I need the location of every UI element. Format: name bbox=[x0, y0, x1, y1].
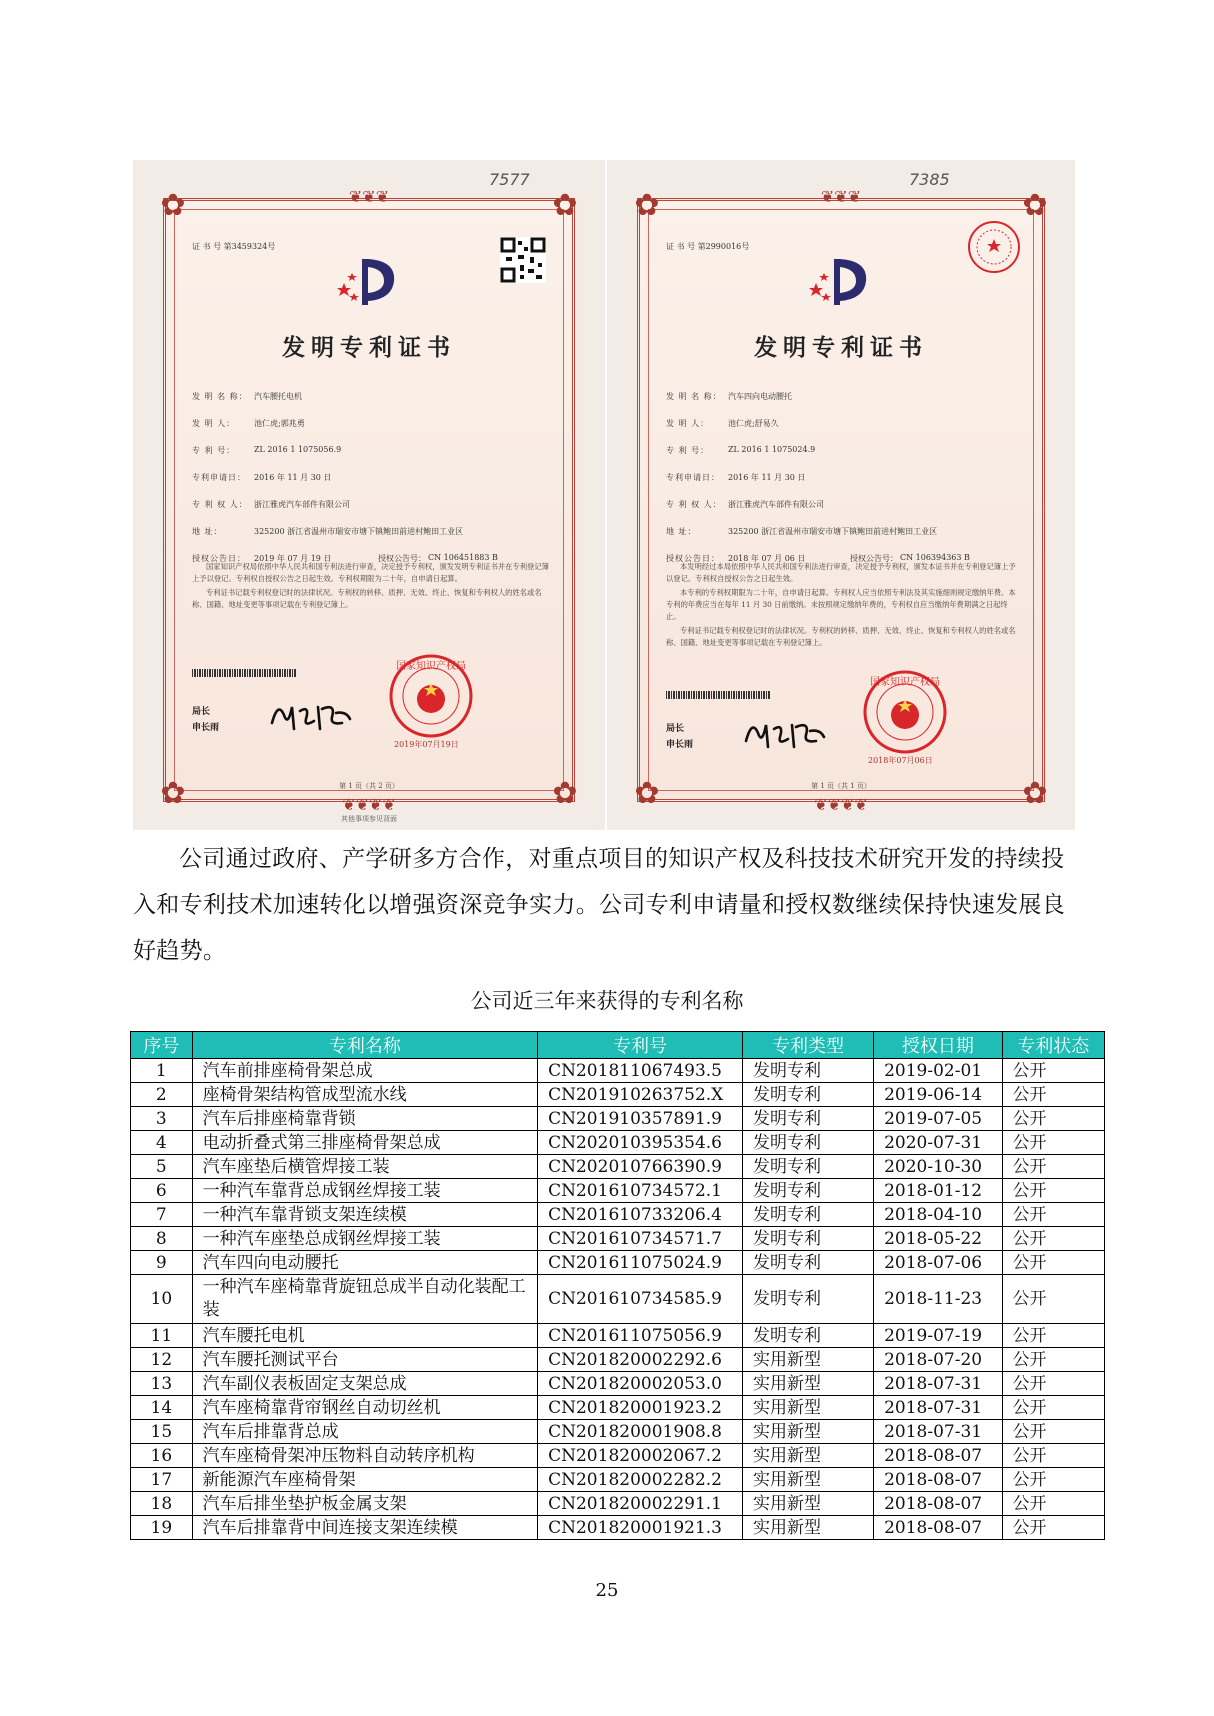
official-seal-icon bbox=[388, 653, 474, 739]
patent-table bbox=[130, 1031, 1105, 1540]
table-row bbox=[131, 1083, 1105, 1107]
handwritten-number: 7577 bbox=[489, 170, 530, 189]
certificate-frame bbox=[634, 187, 1048, 814]
table-cell: 发明专利 bbox=[742, 1179, 873, 1203]
barcode-icon bbox=[666, 691, 770, 699]
table-cell: CN201611075056.9 bbox=[538, 1324, 743, 1348]
table-cell: 发明专利 bbox=[742, 1059, 873, 1083]
certificate-title: 发明专利证书 bbox=[282, 334, 456, 361]
table-cell: 一种汽车靠背锁支架连续模 bbox=[192, 1203, 537, 1227]
red-stamp-icon bbox=[966, 219, 1022, 275]
table-cell: 实用新型 bbox=[742, 1444, 873, 1468]
ornament-icon: ✿ bbox=[1022, 188, 1048, 223]
table-cell: 电动折叠式第三排座椅骨架总成 bbox=[192, 1131, 537, 1155]
col-header: 专利类型 bbox=[742, 1032, 873, 1059]
table-cell: 9 bbox=[131, 1251, 193, 1275]
page-number: 25 bbox=[595, 1580, 619, 1601]
barcode-icon bbox=[192, 669, 296, 677]
table-row bbox=[131, 1396, 1105, 1420]
ornament-icon: ❦❦❦ bbox=[348, 187, 390, 206]
table-row bbox=[131, 1155, 1105, 1179]
table-cell: CN201820002067.2 bbox=[538, 1444, 743, 1468]
table-cell: 1 bbox=[131, 1059, 193, 1083]
table-cell: 18 bbox=[131, 1492, 193, 1516]
table-cell: 2018-04-10 bbox=[874, 1203, 1002, 1227]
table-cell: CN202010766390.9 bbox=[538, 1155, 743, 1179]
table-cell: 2019-07-05 bbox=[874, 1107, 1002, 1131]
table-cell: 2018-07-20 bbox=[874, 1348, 1002, 1372]
table-cell: 6 bbox=[131, 1179, 193, 1203]
certificate-fields: 发 明 名 称： 汽车腰托电机 发 明 人： 池仁虎;郭兆勇 专 利 号： ZL 2016 1 1075056.9 专利申请日： 2016 年 11 月 30 日 专 利 权 人： 浙江雅虎汽车部件有限公司 地 址： 325200 浙江省温州市瑞安市塘下镇鲍田前进村鲍田工业区 授权公告日： 2019 年 07 月 19 日 授权公告号： CN 106451883 B bbox=[192, 392, 498, 563]
table-cell: 发明专利 bbox=[742, 1155, 873, 1179]
table-cell: CN201610733206.4 bbox=[538, 1203, 743, 1227]
table-row bbox=[131, 1227, 1105, 1251]
table-row bbox=[131, 1492, 1105, 1516]
table-cell: CN201910357891.9 bbox=[538, 1107, 743, 1131]
table-cell: CN202010395354.6 bbox=[538, 1131, 743, 1155]
director-block: 局长 申长雨 bbox=[192, 707, 220, 733]
table-cell: 汽车座椅骨架冲压物料自动转序机构 bbox=[192, 1444, 537, 1468]
table-cell: 2018-01-12 bbox=[874, 1179, 1002, 1203]
table-cell: 3 bbox=[131, 1107, 193, 1131]
patent-certificate-1 bbox=[133, 160, 605, 830]
table-cell: 一种汽车座垫总成钢丝焊接工装 bbox=[192, 1227, 537, 1251]
ornament-icon: ❦❦❦❦ bbox=[342, 795, 396, 814]
certificate-body: 本发明经过本局依照中华人民共和国专利法进行审查，决定授予专利权，颁发本证书并在专利登记簿上予以登记。专利权自授权公告之日起生效。 本专利的专利权期限为二十年，自申请日起算。专利权人应当依照专利法及其实施细则规定缴纳年费。本专利的年费应当在每年 11 月 30 日前缴纳。未按照规定缴纳年费的，专利权自应当缴纳年费期满之日起终止。 专利证书记载专利权登记时的法律状况。专利权的转移、质押、无效、终止、恢复和专利权人的姓名或名称、国籍、地址变更等事项记载在专利登记簿上。 bbox=[666, 562, 1016, 647]
table-cell: 4 bbox=[131, 1131, 193, 1155]
table-cell: CN201820001923.2 bbox=[538, 1396, 743, 1420]
table-cell: 13 bbox=[131, 1372, 193, 1396]
table-cell: 汽车后排座椅靠背锁 bbox=[192, 1107, 537, 1131]
certificate-page-note: 第 1 页（共 1 页） bbox=[811, 782, 871, 790]
table-cell: 汽车副仪表板固定支架总成 bbox=[192, 1372, 537, 1396]
table-cell: 10 bbox=[131, 1275, 193, 1324]
table-cell: 19 bbox=[131, 1516, 193, 1540]
table-cell: 发明专利 bbox=[742, 1203, 873, 1227]
certificate-frame bbox=[160, 187, 578, 814]
certificate-footnote: 其他事项参见背面 bbox=[341, 815, 397, 823]
table-cell: 汽车腰托电机 bbox=[192, 1324, 537, 1348]
table-cell: 2018-07-06 bbox=[874, 1251, 1002, 1275]
ornament-icon: ❦❦❦ bbox=[820, 187, 862, 206]
table-cell: 15 bbox=[131, 1420, 193, 1444]
table-cell: 11 bbox=[131, 1324, 193, 1348]
table-cell: 2018-07-31 bbox=[874, 1396, 1002, 1420]
cnipa-logo-icon bbox=[806, 255, 876, 311]
table-cell: 2018-11-23 bbox=[874, 1275, 1002, 1324]
table-cell: 12 bbox=[131, 1348, 193, 1372]
table-row bbox=[131, 1324, 1105, 1348]
table-cell: 实用新型 bbox=[742, 1348, 873, 1372]
table-cell: CN201611075024.9 bbox=[538, 1251, 743, 1275]
table-row bbox=[131, 1107, 1105, 1131]
table-cell: 汽车后排坐垫护板金属支架 bbox=[192, 1492, 537, 1516]
table-cell: 汽车后排靠背中间连接支架连续模 bbox=[192, 1516, 537, 1540]
table-cell: 汽车腰托测试平台 bbox=[192, 1348, 537, 1372]
table-cell: 2019-07-19 bbox=[874, 1324, 1002, 1348]
table-row bbox=[131, 1203, 1105, 1227]
table-row bbox=[131, 1059, 1105, 1083]
table-cell: 发明专利 bbox=[742, 1107, 873, 1131]
table-cell: 发明专利 bbox=[742, 1131, 873, 1155]
table-cell: 公开 bbox=[1002, 1348, 1104, 1372]
table-cell: 公开 bbox=[1002, 1251, 1104, 1275]
table-cell: 一种汽车座椅靠背旋钮总成半自动化装配工装 bbox=[192, 1275, 537, 1324]
table-row bbox=[131, 1348, 1105, 1372]
table-cell: 17 bbox=[131, 1468, 193, 1492]
handwritten-number: 7385 bbox=[909, 170, 950, 189]
table-cell: CN201610734585.9 bbox=[538, 1275, 743, 1324]
table-row bbox=[131, 1275, 1105, 1324]
table-title: 公司近三年来获得的专利名称 bbox=[470, 989, 744, 1013]
table-row bbox=[131, 1131, 1105, 1155]
ornament-icon: ✿ bbox=[634, 188, 660, 223]
certificate-body: 国家知识产权局依照中华人民共和国专利法进行审查，决定授予专利权，颁发发明专利证书并在专利登记簿上予以登记。专利权自授权公告之日起生效。专利权期限为二十年，自申请日起算。 专利证书记载专利权登记时的法律状况。专利权的转移、质押、无效、终止、恢复和专利权人的姓名或名称、国籍、地址变更等事项记载在专利登记簿上。 bbox=[192, 562, 549, 609]
ornament-icon: ✿ bbox=[552, 776, 578, 811]
table-cell: 8 bbox=[131, 1227, 193, 1251]
table-cell: 7 bbox=[131, 1203, 193, 1227]
table-cell: 2020-10-30 bbox=[874, 1155, 1002, 1179]
table-cell: 实用新型 bbox=[742, 1516, 873, 1540]
certificate-title: 发明专利证书 bbox=[754, 334, 928, 361]
table-cell: 公开 bbox=[1002, 1396, 1104, 1420]
table-cell: CN201820002053.0 bbox=[538, 1372, 743, 1396]
certificate-fields: 发 明 名 称： 汽车四向电动腰托 发 明 人： 池仁虎;舒易久 专 利 号： ZL 2016 1 1075024.9 专利申请日： 2016 年 11 月 30 日 专 利 权 人： 浙江雅虎汽车部件有限公司 地 址： 325200 浙江省温州市瑞安市塘下镇鲍田前进村鲍田工业区 授权公告日： 2018 年 07 月 06 日 授权公告号： CN 106394363 B bbox=[666, 392, 970, 563]
table-cell: 发明专利 bbox=[742, 1275, 873, 1324]
qr-code-icon bbox=[500, 237, 546, 283]
table-cell: 公开 bbox=[1002, 1179, 1104, 1203]
cnipa-logo-icon bbox=[334, 255, 404, 311]
table-cell: 2018-08-07 bbox=[874, 1516, 1002, 1540]
table-cell: 公开 bbox=[1002, 1059, 1104, 1083]
table-cell: CN201820002292.6 bbox=[538, 1348, 743, 1372]
col-header: 专利名称 bbox=[192, 1032, 537, 1059]
table-cell: 16 bbox=[131, 1444, 193, 1468]
patent-certificate-2 bbox=[607, 160, 1075, 830]
table-cell: 发明专利 bbox=[742, 1251, 873, 1275]
table-cell: 2019-02-01 bbox=[874, 1059, 1002, 1083]
table-cell: 公开 bbox=[1002, 1131, 1104, 1155]
table-row bbox=[131, 1420, 1105, 1444]
table-header-row bbox=[131, 1032, 1105, 1059]
table-cell: 公开 bbox=[1002, 1275, 1104, 1324]
table-cell: 2018-07-31 bbox=[874, 1372, 1002, 1396]
seal-date: 2018年07月06日 bbox=[868, 756, 933, 765]
table-cell: 公开 bbox=[1002, 1203, 1104, 1227]
table-row bbox=[131, 1516, 1105, 1540]
table-cell: 2018-08-07 bbox=[874, 1492, 1002, 1516]
signature-icon bbox=[266, 693, 356, 737]
col-header: 序号 bbox=[131, 1032, 193, 1059]
table-cell: 发明专利 bbox=[742, 1324, 873, 1348]
seal-date: 2019年07月19日 bbox=[394, 740, 459, 749]
table-cell: 公开 bbox=[1002, 1083, 1104, 1107]
table-row bbox=[131, 1251, 1105, 1275]
table-cell: 14 bbox=[131, 1396, 193, 1420]
table-cell: 2018-07-31 bbox=[874, 1420, 1002, 1444]
table-cell: 公开 bbox=[1002, 1155, 1104, 1179]
table-cell: 实用新型 bbox=[742, 1492, 873, 1516]
body-paragraph: 公司通过政府、产学研多方合作，对重点项目的知识产权及科技技术研究开发的持续投入和专利技术加速转化以增强资深竞争实力。公司专利申请量和授权数继续保持快速发展良好趋势。 bbox=[133, 846, 1065, 964]
ornament-icon: ✿ bbox=[160, 776, 186, 811]
table-cell: 发明专利 bbox=[742, 1227, 873, 1251]
table-cell: 公开 bbox=[1002, 1444, 1104, 1468]
table-row bbox=[131, 1468, 1105, 1492]
col-header: 专利状态 bbox=[1002, 1032, 1104, 1059]
certificate-number: 证 书 号 第3459324号 bbox=[192, 242, 276, 251]
table-cell: 公开 bbox=[1002, 1107, 1104, 1131]
ornament-icon: ❦❦❦❦ bbox=[814, 795, 868, 814]
director-block: 局长 申长雨 bbox=[666, 724, 694, 750]
table-cell: 座椅骨架结构管成型流水线 bbox=[192, 1083, 537, 1107]
table-cell: 2020-07-31 bbox=[874, 1131, 1002, 1155]
table-cell: 汽车四向电动腰托 bbox=[192, 1251, 537, 1275]
table-row bbox=[131, 1444, 1105, 1468]
table-cell: 实用新型 bbox=[742, 1396, 873, 1420]
certificate-number: 证 书 号 第2990016号 bbox=[666, 242, 750, 251]
table-cell: 汽车前排座椅骨架总成 bbox=[192, 1059, 537, 1083]
table-cell: 汽车座垫后横管焊接工装 bbox=[192, 1155, 537, 1179]
table-cell: 2018-08-07 bbox=[874, 1468, 1002, 1492]
table-cell: 公开 bbox=[1002, 1372, 1104, 1396]
table-cell: 实用新型 bbox=[742, 1420, 873, 1444]
table-cell: CN201820002282.2 bbox=[538, 1468, 743, 1492]
table-cell: CN201820001908.8 bbox=[538, 1420, 743, 1444]
table-cell: 2018-05-22 bbox=[874, 1227, 1002, 1251]
table-cell: 2 bbox=[131, 1083, 193, 1107]
certificate-page-note: 第 1 页（共 2 页） bbox=[339, 782, 399, 790]
table-cell: 5 bbox=[131, 1155, 193, 1179]
table-cell: CN201820001921.3 bbox=[538, 1516, 743, 1540]
table-cell: 公开 bbox=[1002, 1516, 1104, 1540]
signature-icon bbox=[740, 711, 830, 755]
ornament-icon: ✿ bbox=[160, 188, 186, 223]
table-cell: 公开 bbox=[1002, 1420, 1104, 1444]
table-cell: CN201610734572.1 bbox=[538, 1179, 743, 1203]
table-cell: 汽车座椅靠背帘钢丝自动切丝机 bbox=[192, 1396, 537, 1420]
table-cell: 实用新型 bbox=[742, 1372, 873, 1396]
table-cell: 2018-08-07 bbox=[874, 1444, 1002, 1468]
table-cell: 实用新型 bbox=[742, 1468, 873, 1492]
ornament-icon: ✿ bbox=[552, 188, 578, 223]
table-cell: CN201910263752.X bbox=[538, 1083, 743, 1107]
table-cell: CN201610734571.7 bbox=[538, 1227, 743, 1251]
table-cell: 发明专利 bbox=[742, 1083, 873, 1107]
table-row bbox=[131, 1179, 1105, 1203]
table-cell: 公开 bbox=[1002, 1492, 1104, 1516]
table-cell: CN201820002291.1 bbox=[538, 1492, 743, 1516]
svg-text:国家知识产权局: 国家知识产权局 bbox=[396, 661, 466, 672]
ornament-icon: ✿ bbox=[1022, 776, 1048, 811]
col-header: 专利号 bbox=[538, 1032, 743, 1059]
table-row bbox=[131, 1372, 1105, 1396]
ornament-icon: ✿ bbox=[634, 776, 660, 811]
table-cell: 公开 bbox=[1002, 1227, 1104, 1251]
official-seal-icon bbox=[862, 669, 948, 755]
table-cell: 2019-06-14 bbox=[874, 1083, 1002, 1107]
svg-text:国家知识产权局: 国家知识产权局 bbox=[870, 677, 940, 688]
table-cell: 新能源汽车座椅骨架 bbox=[192, 1468, 537, 1492]
table-cell: CN201811067493.5 bbox=[538, 1059, 743, 1083]
col-header: 授权日期 bbox=[874, 1032, 1002, 1059]
table-cell: 公开 bbox=[1002, 1324, 1104, 1348]
table-cell: 汽车后排靠背总成 bbox=[192, 1420, 537, 1444]
table-cell: 一种汽车靠背总成钢丝焊接工装 bbox=[192, 1179, 537, 1203]
table-cell: 公开 bbox=[1002, 1468, 1104, 1492]
